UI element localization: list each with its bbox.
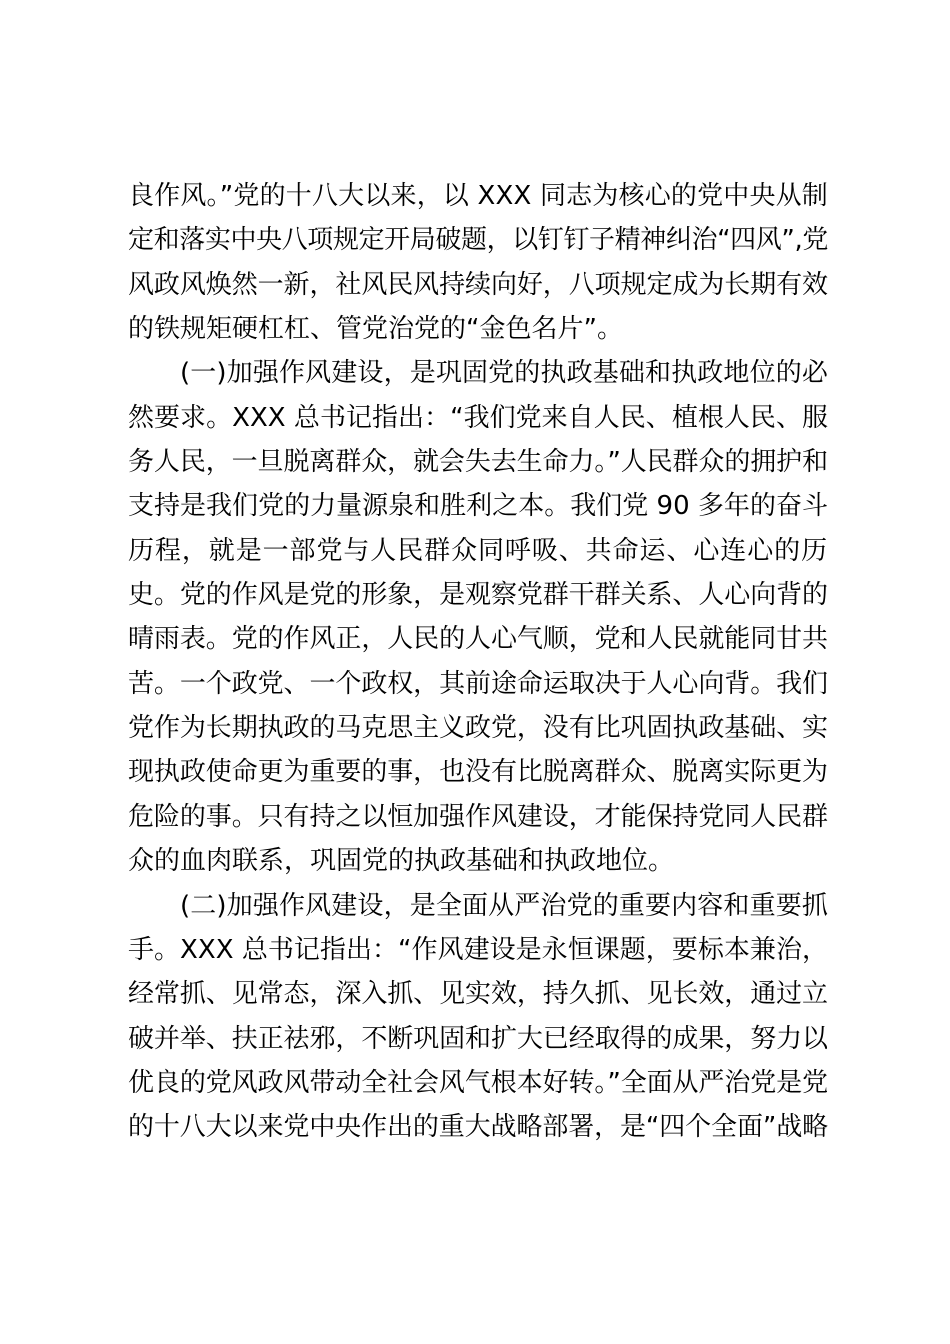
text-line: 苦。一个政党、一个政权，其前途命运取决于人心向背。我们 <box>128 668 828 699</box>
text-line: 定和落实中央八项规定开局破题，以钉钉子精神纠治“四风”,党 <box>128 225 828 256</box>
text-line: 党作为长期执政的马克思主义政党，没有比巩固执政基础、实 <box>128 713 828 744</box>
text-line: 良作风。”党的十八大以来，以 XXX 同志为核心的党中央从制 <box>128 181 828 211</box>
text-line: 晴雨表。党的作风正，人民的人心气顺，党和人民就能同甘共 <box>128 624 828 655</box>
text-line: 众的血肉联系，巩固党的执政基础和执政地位。 <box>128 846 675 877</box>
text-line: 经常抓、见常态，深入抓、见实效，持久抓、见长效，通过立 <box>128 979 828 1010</box>
text-line: 破并举、扶正祛邪，不断巩固和扩大已经取得的成果，努力以 <box>128 1023 828 1054</box>
text-line: 务人民，一旦脱离群众，就会失去生命力。”人民群众的拥护和 <box>128 447 828 478</box>
text-line: 历程，就是一部党与人民群众同呼吸、共命运、心连心的历 <box>128 535 828 566</box>
text-line: 的十八大以来党中央作出的重大战略部署，是“四个全面”战略 <box>128 1112 828 1143</box>
text-line: 风政风焕然一新，社风民风持续向好，八项规定成为长期有效 <box>128 269 828 300</box>
text-line: 的铁规矩硬杠杠、管党治党的“金色名片”。 <box>128 314 623 345</box>
section-heading-line: (一)加强作风建设，是巩固党的执政基础和执政地位的必 <box>180 358 828 389</box>
text-line: 现执政使命更为重要的事，也没有比脱离群众、脱离实际更为 <box>128 757 828 788</box>
section-heading-line: (二)加强作风建设，是全面从严治党的重要内容和重要抓 <box>180 890 828 921</box>
text-line: 然要求。XXX 总书记指出：“我们党来自人民、植根人民、服 <box>128 402 828 433</box>
text-line: 手。XXX 总书记指出：“作风建设是永恒课题，要标本兼治， <box>128 934 828 965</box>
text-line: 优良的党风政风带动全社会风气根本好转。”全面从严治党是党 <box>128 1067 828 1098</box>
text-line: 史。党的作风是党的形象，是观察党群干群关系、人心向背的 <box>128 580 828 611</box>
body-text <box>128 174 828 1150</box>
text-line: 危险的事。只有持之以恒加强作风建设，才能保持党同人民群 <box>128 801 828 832</box>
text-line: 支持是我们党的力量源泉和胜利之本。我们党 90 多年的奋斗 <box>128 491 828 522</box>
